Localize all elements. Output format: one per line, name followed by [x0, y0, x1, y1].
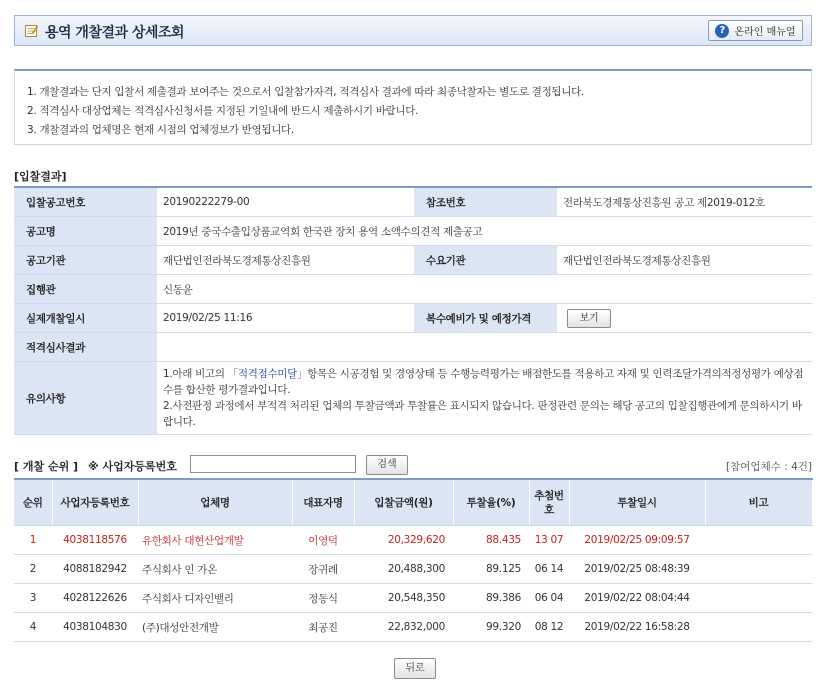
col-ceo: 대표자명 [292, 479, 354, 526]
ceo-cell: 이영덕 [292, 526, 354, 555]
biz-no-cell[interactable]: 4038104830 [52, 613, 138, 642]
notice-line-1: 1. 개찰결과는 단지 입찰서 제출결과 보여주는 것으로서 입찰참가자격, 적격심사 결과에 따라 최종낙찰자는 별도로 결정됩니다. [27, 86, 584, 98]
ceo-cell: 정동식 [292, 584, 354, 613]
company-cell[interactable]: 유한회사 대현산업개발 [138, 526, 292, 555]
biz-no-cell[interactable]: 4028122626 [52, 584, 138, 613]
open-date-value: 2019/02/25 11:16 [157, 304, 414, 333]
lottery-cell: 06 04 [529, 584, 569, 613]
demand-agency-label: 수요기관 [414, 246, 557, 275]
datetime-cell: 2019/02/22 08:04:44 [569, 584, 705, 613]
ranking-table [14, 478, 813, 642]
table-row [14, 584, 812, 613]
rank-cell: 1 [14, 526, 52, 555]
price-label: 복수예비가 및 예정가격 [414, 304, 557, 333]
rate-cell: 99.320 [453, 613, 529, 642]
caution-1-pre: 1.아래 비고의 [163, 368, 228, 380]
lottery-cell: 08 12 [529, 613, 569, 642]
lottery-cell: 13 07 [529, 526, 569, 555]
notice-line-3: 3. 개찰결과의 업체명은 현재 시점의 업체정보가 반영됩니다. [27, 124, 294, 136]
col-datetime: 투찰일시 [569, 479, 705, 526]
online-manual-button[interactable] [708, 20, 803, 41]
datetime-cell: 2019/02/25 08:48:39 [569, 555, 705, 584]
search-button[interactable]: 검색 [366, 455, 408, 475]
ceo-cell: 최공진 [292, 613, 354, 642]
agency-label: 공고기관 [14, 246, 157, 275]
page-header [14, 15, 812, 46]
result-section-title: [입찰결과] [14, 170, 67, 183]
participant-count: [참여업체수 : 4건] [726, 461, 812, 473]
rate-cell: 89.125 [453, 555, 529, 584]
view-price-button[interactable]: 보기 [567, 309, 611, 328]
lottery-cell: 06 14 [529, 555, 569, 584]
biz-no-search-label: ※ 사업자등록번호 [88, 460, 177, 473]
amount-cell: 20,488,300 [354, 555, 453, 584]
amount-cell: 20,329,620 [354, 526, 453, 555]
executor-label: 집행관 [14, 275, 157, 304]
col-rate: 투찰율(%) [453, 479, 529, 526]
col-amount: 입찰금액(원) [354, 479, 453, 526]
company-cell[interactable]: 주식회사 디자인밸리 [138, 584, 292, 613]
table-row [14, 613, 812, 642]
ceo-cell: 장귀례 [292, 555, 354, 584]
col-rank: 순위 [14, 479, 52, 526]
biz-no-cell[interactable]: 4038118576 [52, 526, 138, 555]
bid-result-table [14, 186, 812, 435]
ranking-toolbar [14, 454, 812, 476]
ref-no-label: 참조번호 [414, 187, 557, 217]
company-cell[interactable]: 주식회사 인 가온 [138, 555, 292, 584]
page-title: 용역 개찰결과 상세조회 [45, 25, 184, 41]
col-note: 비고 [705, 479, 812, 526]
notice-no-value: 20190222279-00 [157, 187, 414, 217]
note-cell [705, 613, 812, 642]
table-row [14, 526, 812, 555]
biz-no-cell[interactable]: 4088182942 [52, 555, 138, 584]
notice-line-2: 2. 적격심사 대상업체는 적격심사신청서를 지정된 기일내에 반드시 제출하시기 바랍니다. [27, 105, 419, 117]
col-biz-no: 사업자등록번호 [52, 479, 138, 526]
biz-no-search-input[interactable] [190, 455, 356, 473]
datetime-cell: 2019/02/22 16:58:28 [569, 613, 705, 642]
qualification-link[interactable]: 「적격점수미달」 [227, 368, 308, 380]
ranking-title: [ 개찰 순위 ] [14, 460, 79, 473]
table-row [14, 555, 812, 584]
help-icon: ? [715, 24, 729, 38]
notice-name-value: 2019년 중국수출입상품교역회 한국관 장치 용역 소액수의견적 제출공고 [157, 217, 812, 246]
amount-cell: 20,548,350 [354, 584, 453, 613]
note-cell [705, 526, 812, 555]
caution-2: 2.사전판정 과정에서 부적격 처리된 업체의 투찰금액과 투찰률은 표시되지 않습니다. 판정관련 문의는 해당 공고의 입찰집행관에게 문의하시기 바랍니다. [163, 400, 802, 428]
datetime-cell: 2019/02/25 09:09:57 [569, 526, 705, 555]
rank-cell: 4 [14, 613, 52, 642]
notice-box [14, 69, 812, 145]
note-cell [705, 584, 812, 613]
caution-1-post: 항목은 시공경험 및 경영상태 등 수행능력평가는 배점한도를 적용하고 자재 및 인력조달가격의적정성평가 예상점수를 합산한 평가결과입니다. [163, 368, 804, 396]
col-lottery: 추첨번호 [529, 479, 569, 526]
demand-agency-value: 재단법인전라북도경제통상진흥원 [557, 246, 812, 275]
amount-cell: 22,832,000 [354, 613, 453, 642]
back-button[interactable]: 뒤로 [394, 658, 436, 679]
agency-value: 재단법인전라북도경제통상진흥원 [157, 246, 414, 275]
price-cell [557, 304, 812, 333]
rate-cell: 89.386 [453, 584, 529, 613]
notice-name-label: 공고명 [14, 217, 157, 246]
rank-cell: 2 [14, 555, 52, 584]
company-cell[interactable]: (주)대성안전개발 [138, 613, 292, 642]
open-date-label: 실제개찰일시 [14, 304, 157, 333]
qualification-label: 적격심사결과 [14, 333, 157, 362]
online-manual-label: 온라인 매뉴얼 [734, 27, 796, 38]
rank-cell: 3 [14, 584, 52, 613]
col-company: 업체명 [138, 479, 292, 526]
rate-cell: 88.435 [453, 526, 529, 555]
caution-label: 유의사항 [14, 362, 157, 435]
executor-value: 신동윤 [157, 275, 812, 304]
note-cell [705, 555, 812, 584]
memo-icon [25, 24, 38, 37]
qualification-value [157, 333, 812, 362]
ref-no-value: 전라북도경제통상진흥원 공고 제2019-012호 [557, 187, 812, 217]
notice-no-label: 입찰공고번호 [14, 187, 157, 217]
caution-value [157, 362, 812, 435]
